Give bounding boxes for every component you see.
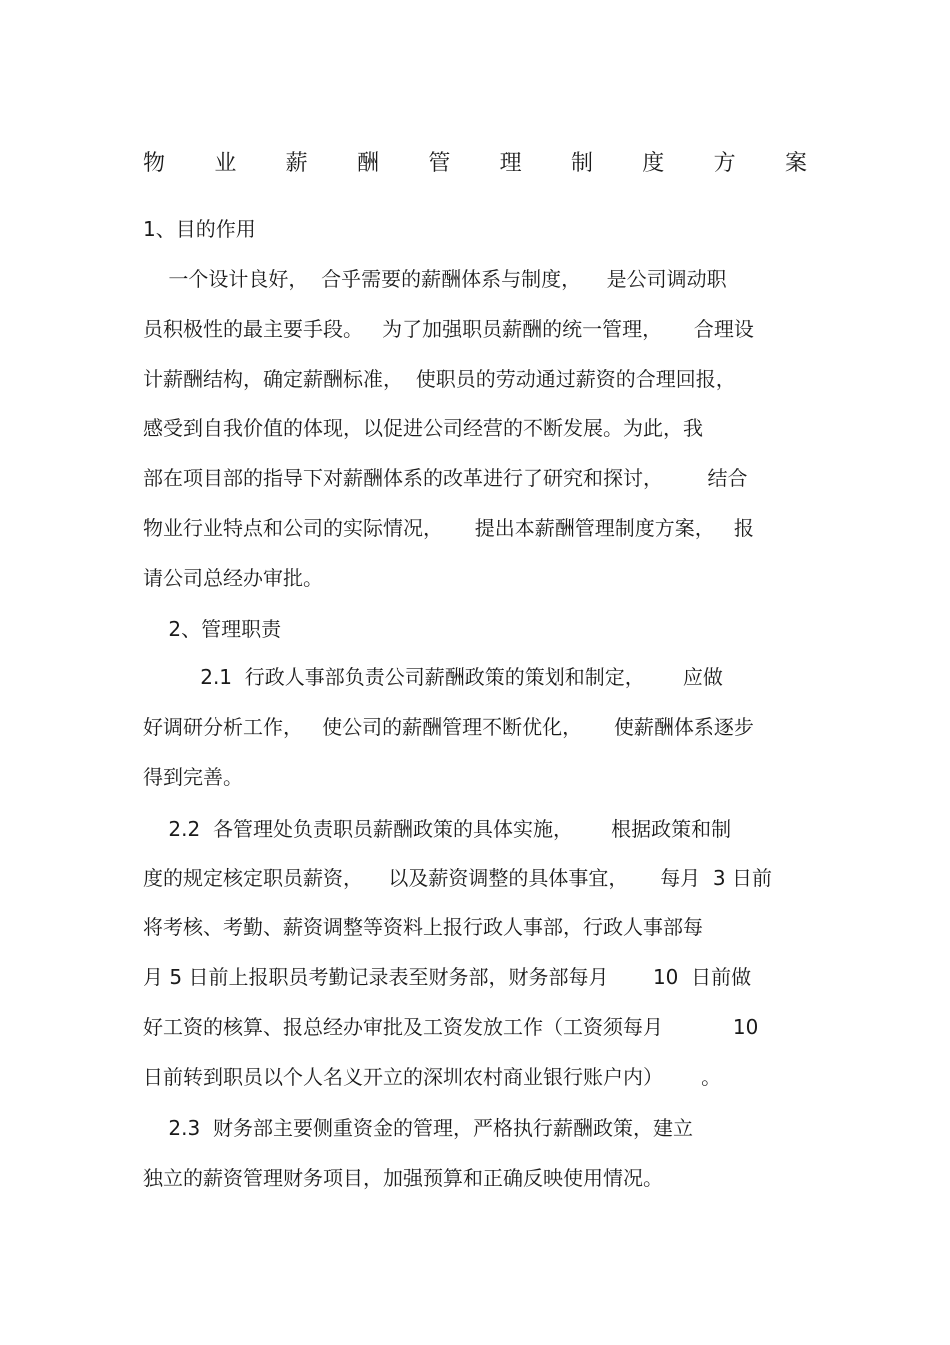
paragraph-line: 得到完善。: [143, 765, 243, 789]
document-title: [143, 148, 807, 180]
section-1-heading: 1、目的作用: [143, 217, 256, 241]
paragraph-line: 日前转到职员以个人名义开立的深圳农村商业银行账户内） 。: [143, 1065, 722, 1089]
title-char: 度: [642, 151, 665, 176]
title-char: 薪: [285, 151, 308, 176]
title-char: 理: [499, 151, 522, 176]
title-char: 业: [214, 151, 237, 176]
paragraph-line: 物业行业特点和公司的实际情况， 提出本薪酬管理制度方案， 报: [143, 516, 754, 540]
paragraph-line: 部在项目部的指导下对薪酬体系的改革进行了研究和探讨， 结合: [143, 466, 748, 490]
paragraph-line: 2.3 财务部主要侧重资金的管理，严格执行薪酬政策，建立: [143, 1116, 693, 1140]
paragraph-line: 度的规定核定职员薪资， 以及薪资调整的具体事宜， 每月 3 日前: [143, 866, 773, 890]
paragraph-line: 将考核、考勤、薪资调整等资料上报行政人事部，行政人事部每: [143, 915, 703, 939]
paragraph-line: 月 5 日前上报职员考勤记录表至财务部，财务部每月 10 日前做: [143, 965, 752, 989]
section-2-heading: 2、管理职责: [143, 617, 282, 641]
title-char: 方: [713, 151, 736, 176]
paragraph-line: 2.1 行政人事部负责公司薪酬政策的策划和制定， 应做: [143, 665, 723, 689]
title-char: 酬: [356, 151, 379, 176]
paragraph-line: 请公司总经办审批。: [143, 566, 323, 590]
paragraph-line: 好调研分析工作， 使公司的薪酬管理不断优化， 使薪酬体系逐步: [143, 715, 754, 739]
title-char: 管: [428, 151, 451, 176]
title-char: 物: [143, 151, 166, 176]
paragraph-line: 独立的薪资管理财务项目，加强预算和正确反映使用情况。: [143, 1166, 663, 1190]
paragraph-line: 一个设计良好， 合乎需要的薪酬体系与制度， 是公司调动职: [143, 267, 727, 291]
title-char: 案: [784, 151, 807, 176]
title-char: 制: [570, 151, 593, 176]
paragraph-line: 计薪酬结构，确定薪酬标准， 使职员的劳动通过薪资的合理回报，: [143, 367, 736, 391]
paragraph-line: 感受到自我价值的体现，以促进公司经营的不断发展。为此，我: [143, 416, 703, 440]
paragraph-line: 员积极性的最主要手段。 为了加强职员薪酬的统一管理， 合理设: [143, 317, 754, 341]
paragraph-line: 好工资的核算、报总经办审批及工资发放工作（工资须每月 10: [143, 1015, 759, 1039]
paragraph-line: 2.2 各管理处负责职员薪酬政策的具体实施， 根据政策和制: [143, 817, 732, 841]
